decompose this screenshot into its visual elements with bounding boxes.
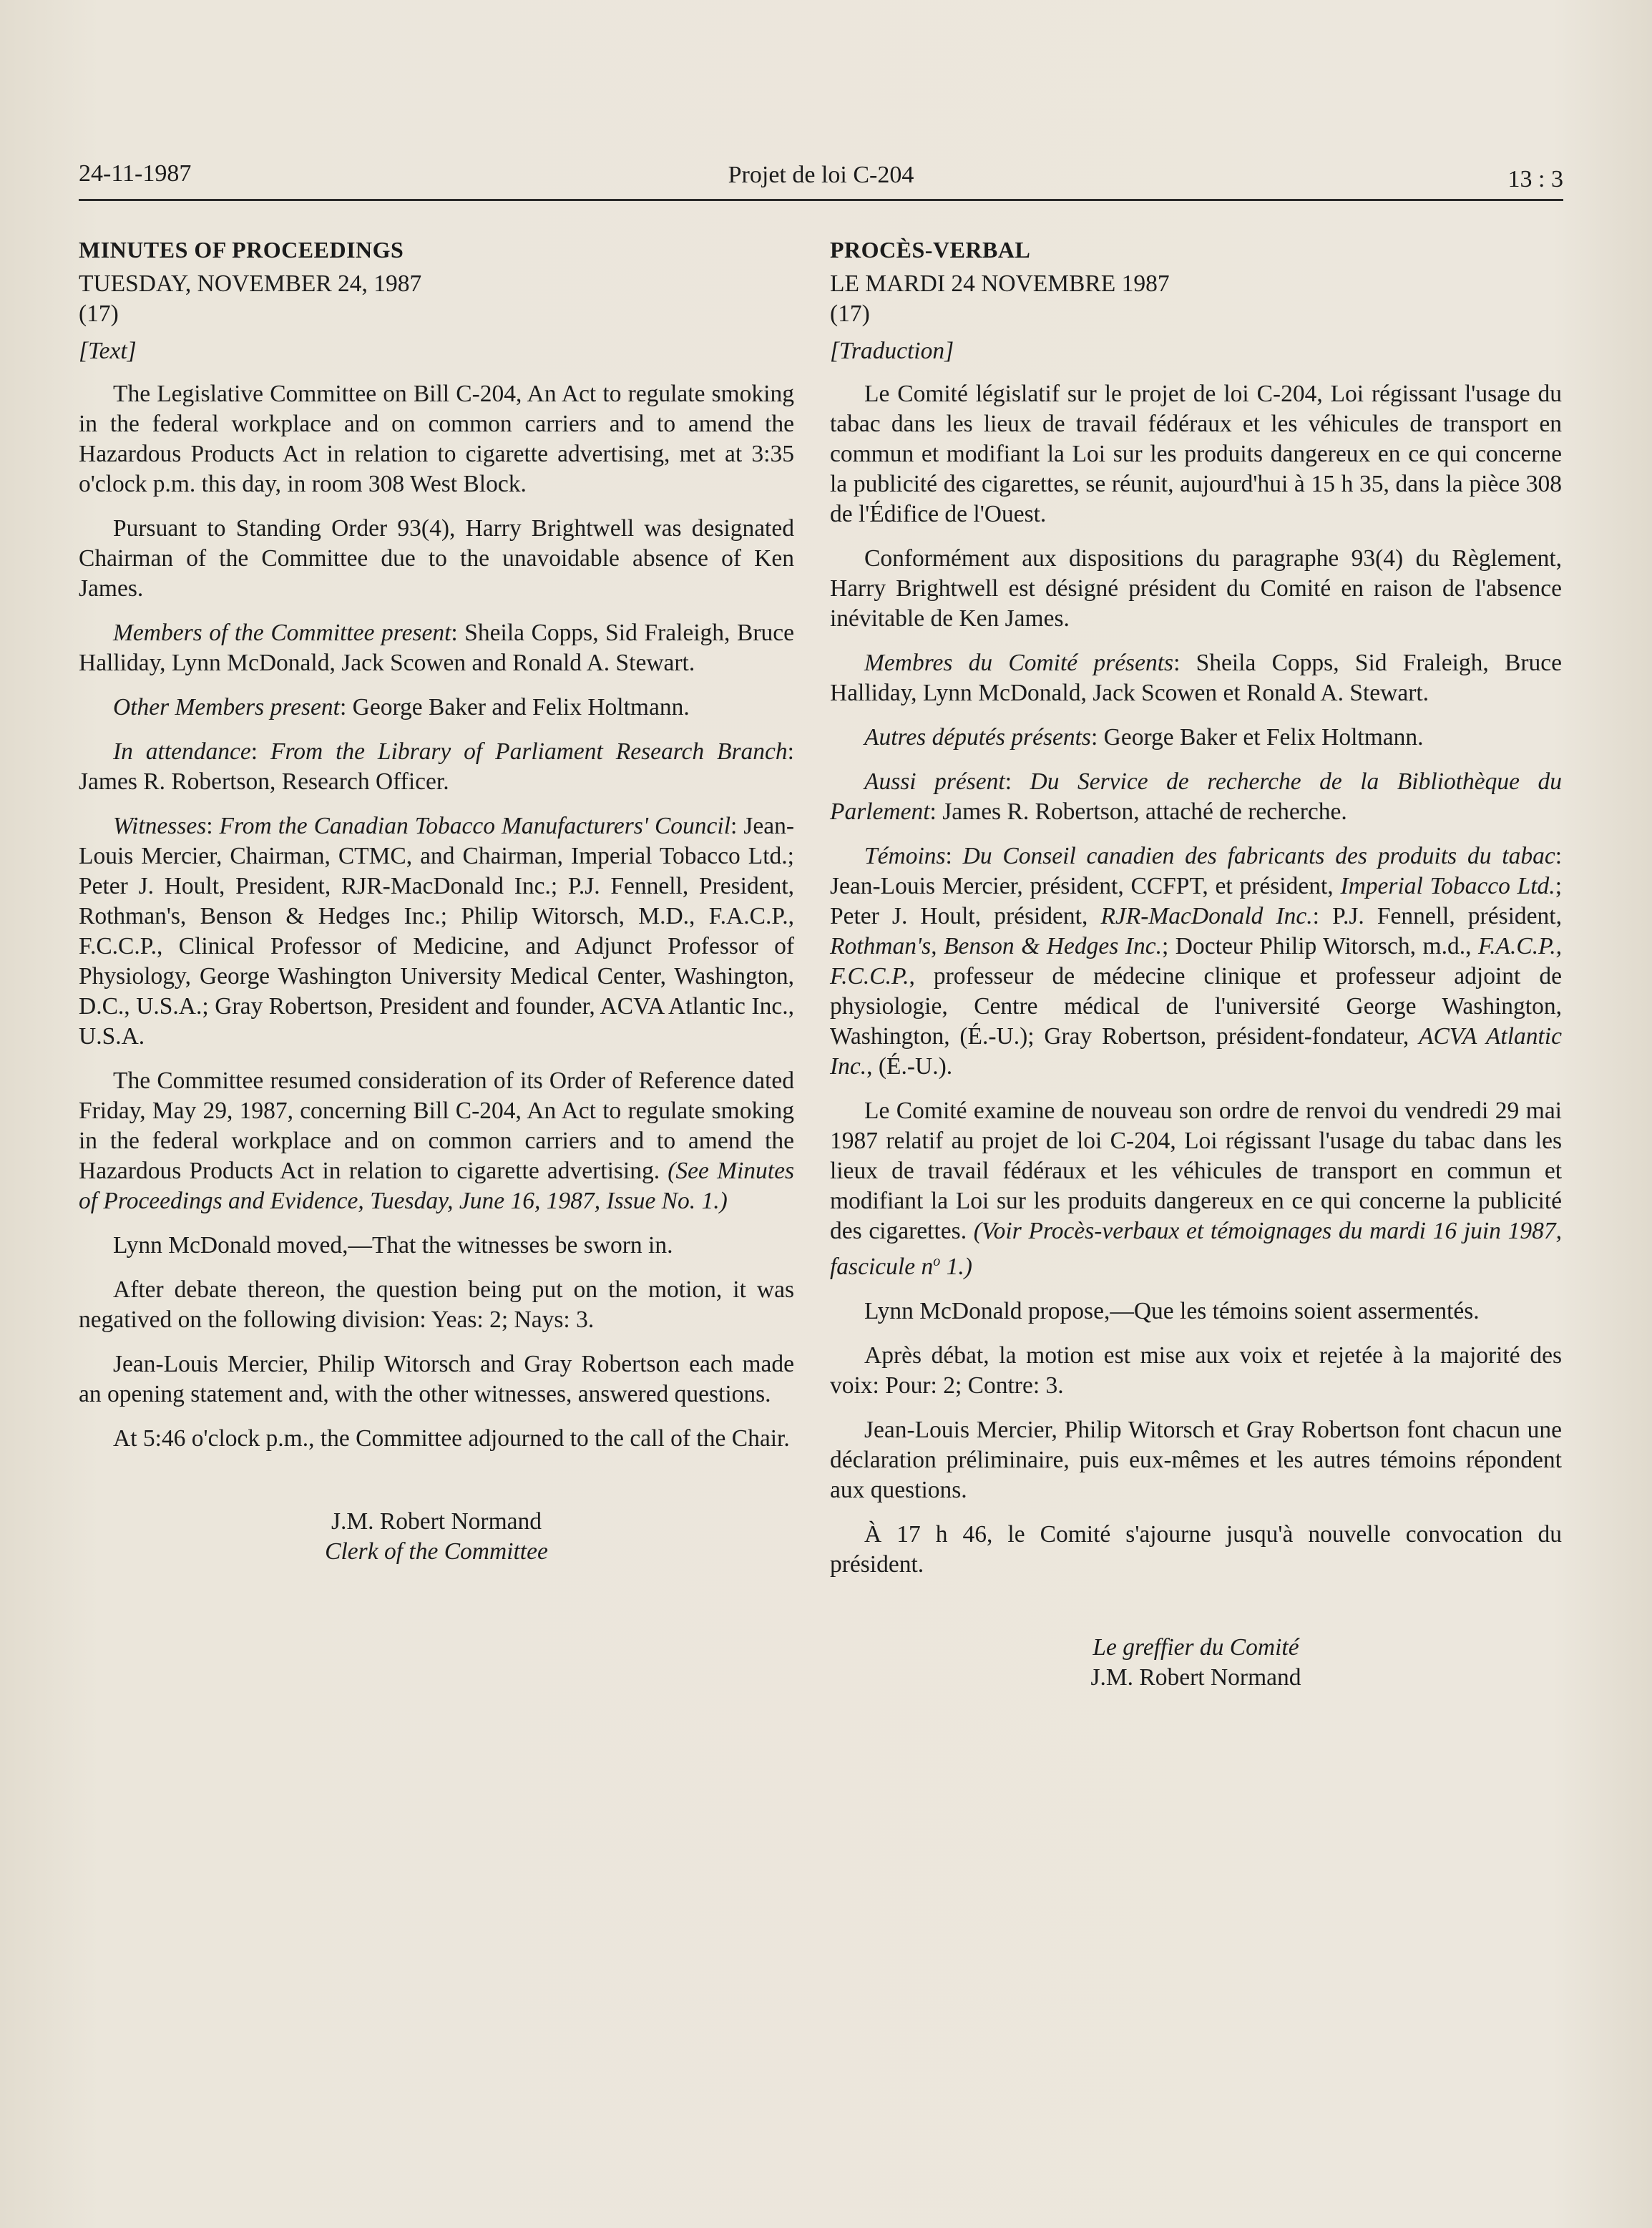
french-resumed-superscript: o (933, 1254, 941, 1269)
french-attendance-label: Aussi présent (864, 768, 1005, 795)
french-witnesses-text-2: ; Peter J. Hoult, président, (830, 873, 1562, 929)
french-witnesses-text-4: ; Docteur Philip Witorsch, m.d., (1161, 933, 1479, 959)
english-resumed-reference: (See Minutes of Proceedings and Evidence, Tuesday, June 16, 1987, Issue No. 1.) (79, 1158, 794, 1214)
french-signature-name: J.M. Robert Normand (1090, 1664, 1301, 1691)
english-witnesses-source: From the Canadian Tobacco Manufacturers' Council (219, 813, 731, 839)
english-witnesses-paragraph (79, 811, 794, 1052)
english-witnesses-colon: : (206, 813, 220, 839)
french-resumed-paragraph (830, 1096, 1562, 1282)
french-attendance-paragraph (830, 767, 1562, 827)
english-others-paragraph (79, 693, 794, 723)
french-witnesses-company-1: Imperial Tobacco Ltd. (1340, 873, 1555, 899)
english-signature-block (79, 1507, 794, 1567)
french-opening-paragraph: Le Comité législatif sur le projet de loi C-204, Loi régissant l'usage du tabac dans les lieux de travail fédéraux et les véhicules de transport en commun et modifiant la Loi sur les produits dangereux en ce qui concerne la publicité des cigarettes, se réunit, aujourd'hui à 15 h 35, dans la pièce 308 de l'Édifice de l'Ouest. (830, 381, 1562, 527)
english-statements-paragraph: Jean-Louis Mercier, Philip Witorsch and Gray Robertson each made an opening statement and, with the other witnesses, answered questions. (79, 1351, 794, 1407)
english-attendance-source: From the Library of Parliament Research Branch (270, 738, 788, 765)
french-witnesses-text-3: : P.J. Fennell, président, (1312, 903, 1562, 929)
english-others-text: : George Baker and Felix Holtmann. (339, 694, 690, 720)
english-meeting-number: (17) (79, 301, 119, 327)
french-column (830, 229, 1562, 1693)
english-attendance-paragraph (79, 737, 794, 797)
english-attendance-text: : James R. Robertson, Research Officer. (79, 738, 794, 795)
french-signature-title: Le greffier du Comité (1093, 1634, 1299, 1661)
french-chairman-paragraph: Conformément aux dispositions du paragraphe 93(4) du Règlement, Harry Brightwell est désigné président du Comité en raison de l'absence inévitable de Ken James. (830, 545, 1562, 632)
french-witnesses-credentials: F.A.C.P., F.C.C.P. (830, 933, 1562, 990)
english-column (79, 229, 794, 1567)
french-adjourned-paragraph: À 17 h 46, le Comité s'ajourne jusqu'à nouvelle convocation du président. (830, 1521, 1562, 1578)
french-witnesses-text-1: : Jean-Louis Mercier, président, CCFPT, et président, (830, 843, 1562, 899)
french-debate-paragraph: Après débat, la motion est mise aux voix et rejetée à la majorité des voix: Pour: 2; Contre: 3. (830, 1342, 1562, 1399)
french-members-label: Membres du Comité présents (864, 650, 1174, 676)
french-witnesses-text-6: , (É.-U.). (866, 1053, 953, 1080)
french-others-text: : George Baker et Felix Holtmann. (1090, 724, 1424, 751)
french-meeting-number: (17) (830, 301, 870, 327)
header-page-number: 13 : 3 (1507, 166, 1563, 192)
english-witnesses-text: : Jean-Louis Mercier, Chairman, CTMC, and Chairman, Imperial Tobacco Ltd.; Peter J. Hoult, President, RJR-MacDonald Inc.; P.J. Fennell, President, Rothman's, Benson & Hedges Inc.; Philip Witorsch, M.D., F.A.C.P., F.C.C.P., Clinical Professor of Medicine, and Adjunct Professor of Physiology, George Washington University Medical Center, Washington, D.C., U.S.A.; Gray Robertson, President and founder, ACVA Atlantic Inc., U.S.A. (79, 813, 794, 1050)
french-witnesses-company-2: RJR-MacDonald Inc. (1100, 903, 1313, 929)
french-resumed-reference-end: 1.) (940, 1254, 972, 1281)
french-witnesses-colon: : (945, 843, 963, 869)
french-witnesses-label: Témoins (864, 843, 946, 869)
english-heading: MINUTES OF PROCEEDINGS (79, 237, 404, 263)
english-witnesses-label: Witnesses (113, 813, 207, 839)
french-statements-paragraph: Jean-Louis Mercier, Philip Witorsch et Gray Robertson font chacun une déclaration préliminaire, puis eux-mêmes et les autres témoins répondent aux questions. (830, 1417, 1562, 1504)
french-others-paragraph (830, 723, 1562, 753)
french-heading: PROCÈS-VERBAL (830, 237, 1031, 263)
english-debate-paragraph: After debate thereon, the question being put on the motion, it was negatived on the following division: Yeas: 2; Nays: 3. (79, 1276, 794, 1333)
french-attendance-colon: : (1005, 768, 1030, 795)
french-witnesses-paragraph (830, 841, 1562, 1082)
french-resumed-text: Le Comité examine de nouveau son ordre de renvoi du vendredi 29 mai 1987 relatif au projet de loi C-204, Loi régissant l'usage du tabac dans les lieux de travail fédéraux et les véhicules de transport en commun et modifiant la Loi sur les produits dangereux en ce qui concerne la publicité des cigarettes. (830, 1098, 1562, 1244)
english-members-text: : Sheila Copps, Sid Fraleigh, Bruce Halliday, Lynn McDonald, Jack Scowen and Ronald A. Stewart. (79, 620, 794, 676)
english-others-label: Other Members present (113, 694, 340, 720)
page-header (79, 156, 1563, 201)
english-resumed-paragraph (79, 1066, 794, 1216)
english-signature-name: J.M. Robert Normand (331, 1508, 542, 1535)
english-attendance-label: In attendance (113, 738, 251, 765)
english-opening-paragraph: The Legislative Committee on Bill C-204, An Act to regulate smoking in the federal workplace and on common carriers and to amend the Hazardous Products Act in relation to cigarette advertising, met at 3:35 o'clock p.m. this day, in room 308 West Block. (79, 381, 794, 497)
english-members-paragraph (79, 618, 794, 678)
french-witnesses-source: Du Conseil canadien des fabricants des produits du tabac (962, 843, 1555, 869)
header-title: Projet de loi C-204 (728, 162, 914, 188)
english-attendance-colon: : (250, 738, 270, 765)
french-others-label: Autres députés présents (864, 724, 1091, 751)
french-members-text: : Sheila Copps, Sid Fraleigh, Bruce Halliday, Lynn McDonald, Jack Scowen et Ronald A. Stewart. (830, 650, 1562, 706)
french-witnesses-company-5: ACVA Atlantic Inc. (830, 1023, 1562, 1080)
english-resumed-text: The Committee resumed consideration of its Order of Reference dated Friday, May 29, 1987, concerning Bill C-204, An Act to regulate smoking in the federal workplace and on common carriers and to amend the Hazardous Products Act in relation to cigarette advertising. (79, 1067, 794, 1184)
header-date: 24-11-1987 (79, 160, 192, 187)
english-date-line: TUESDAY, NOVEMBER 24, 1987 (79, 270, 422, 297)
french-attendance-source: Du Service de recherche de la Bibliothèque du Parlement (830, 768, 1563, 825)
english-signature-title: Clerk of the Committee (325, 1538, 548, 1565)
french-resumed-reference: (Voir Procès-verbaux et témoignages du mardi 16 juin 1987, fascicule n (830, 1218, 1563, 1281)
english-members-label: Members of the Committee present (113, 620, 451, 646)
french-members-paragraph (830, 648, 1562, 708)
french-motion-paragraph: Lynn McDonald propose,—Que les témoins soient assermentés. (864, 1298, 1480, 1325)
french-attendance-text: : James R. Robertson, attaché de recherche. (929, 798, 1347, 825)
french-date-line: LE MARDI 24 NOVEMBRE 1987 (830, 270, 1170, 297)
french-witnesses-text-5: , professeur de médecine clinique et professeur adjoint de physiologie, Centre médical de l'université George Washington, Washington, (É.-U.); Gray Robertson, président-fondateur, (830, 963, 1562, 1050)
english-text-tag: [Text] (79, 338, 137, 364)
english-adjourned-paragraph: At 5:46 o'clock p.m., the Committee adjourned to the call of the Chair. (113, 1425, 790, 1452)
french-text-tag: [Traduction] (830, 338, 954, 364)
french-witnesses-company-3: Rothman's, Benson & Hedges Inc. (830, 933, 1162, 959)
french-signature-block (830, 1633, 1562, 1693)
english-chairman-paragraph: Pursuant to Standing Order 93(4), Harry Brightwell was designated Chairman of the Committee due to the unavoidable absence of Ken James. (79, 515, 794, 602)
english-motion-paragraph: Lynn McDonald moved,—That the witnesses be sworn in. (113, 1232, 673, 1259)
